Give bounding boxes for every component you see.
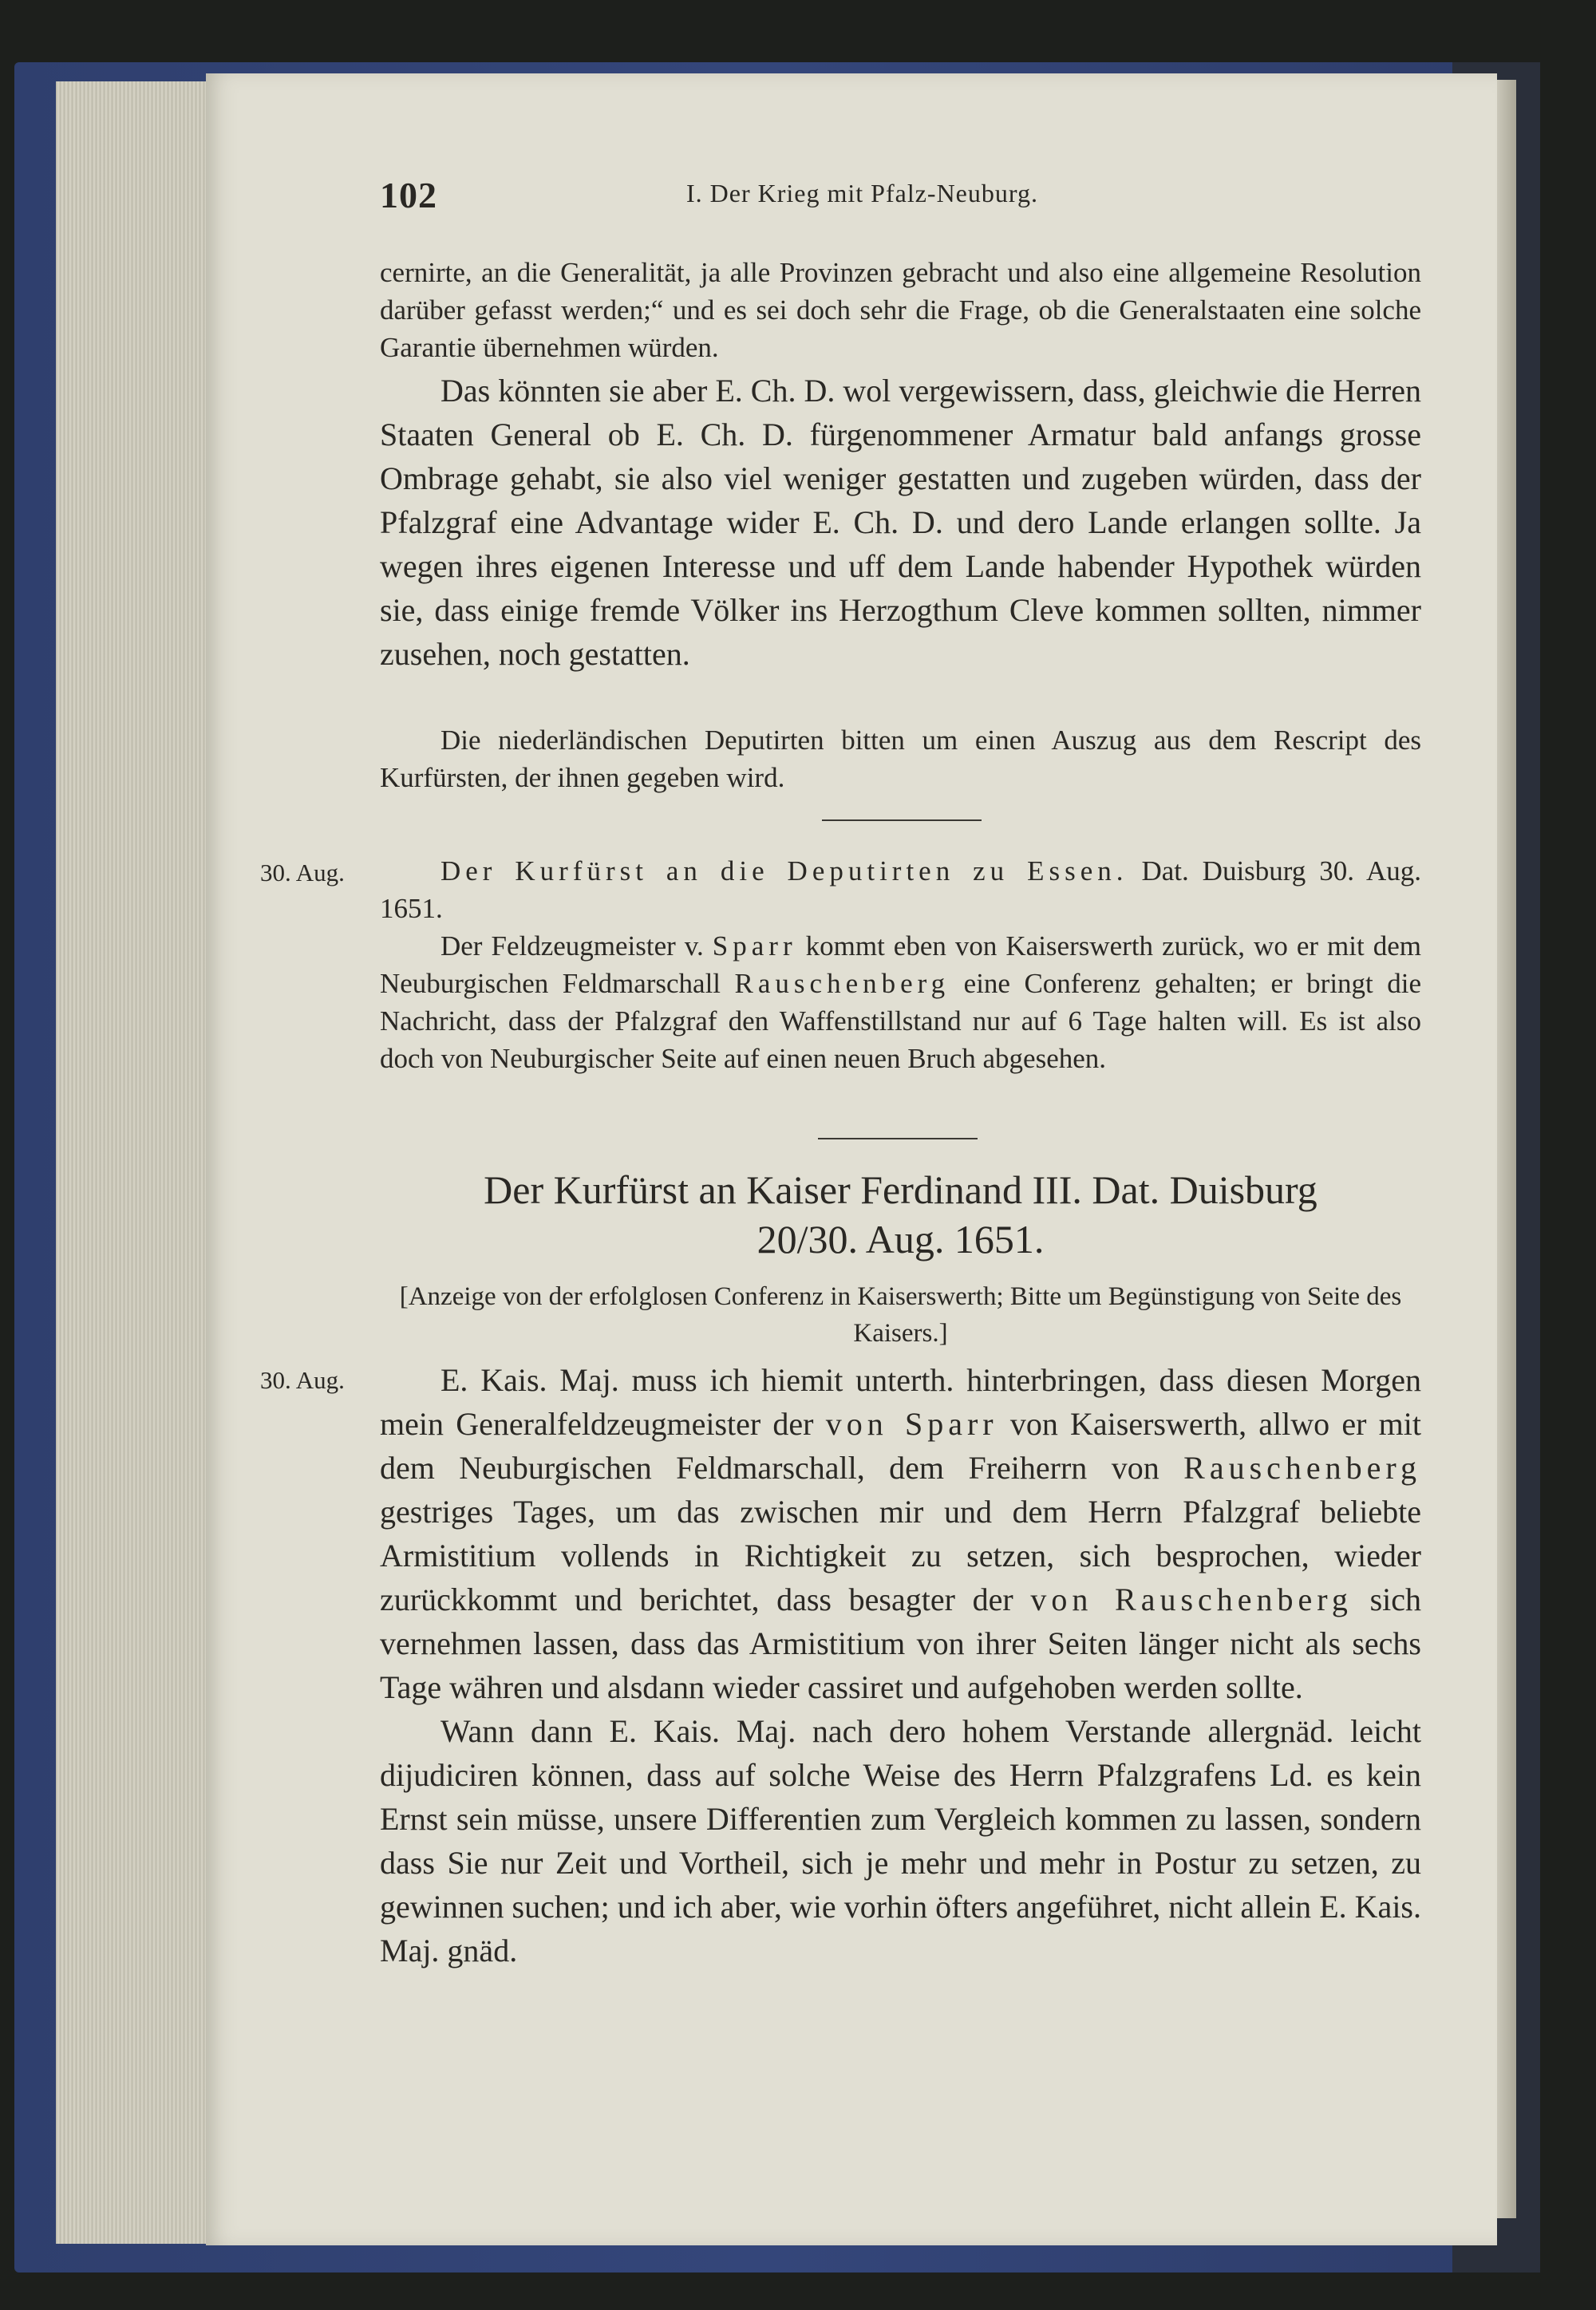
page-number: 102 bbox=[380, 175, 437, 215]
note-1 bbox=[380, 721, 1421, 796]
entry-1-name-rauschenberg: Rauschenberg bbox=[734, 968, 950, 999]
paragraph-continued bbox=[380, 254, 1421, 366]
entry-2-name-rauschenberg: Rauschenberg bbox=[1183, 1450, 1422, 1486]
entry-1-body bbox=[380, 927, 1421, 1077]
paragraph-continued-text: cernirte, an die Generalität, ja alle Provinzen gebracht und also eine allgemeine Resolution darüber gefasst werden;“ und es sei doch sehr die Frage, ob die Generalstaaten eine solche Garantie übernehmen würden. bbox=[380, 257, 1421, 363]
entry-1-heading bbox=[380, 852, 1421, 927]
entry-2-paragraph-1 bbox=[380, 1358, 1421, 1709]
entry-2-p1-b: von Kaiserswerth, allwo er mit dem Neuburgischen Feldmarschall, dem Freiherrn von bbox=[380, 1406, 1421, 1486]
entry-1-heading-rest: Dat. Duisburg 30. Aug. 1651. bbox=[380, 855, 1422, 924]
document-summary: [Anzeige von der erfolglosen Conferenz in Kaiserswerth; Bitte um Begünstigung von Seite des Kaisers.] bbox=[399, 1282, 1402, 1348]
document-title-line2: 20/30. Aug. 1651. bbox=[757, 1217, 1045, 1262]
entry-2-name-von-rauschenberg: von Rauschenberg bbox=[1030, 1581, 1353, 1617]
entry-1-name-sparr: Sparr bbox=[712, 930, 797, 962]
section-divider bbox=[822, 819, 982, 821]
margin-date-2: 30. Aug. bbox=[260, 1366, 345, 1394]
document-title-line1: Der Kurfürst an Kaiser Ferdinand III. Dat. Duisburg bbox=[484, 1167, 1317, 1212]
entry-1-heading-spaced: Der Kurfürst an die Deputirten zu Essen. bbox=[440, 855, 1128, 886]
document-title bbox=[380, 1165, 1421, 1264]
running-title: I. Der Krieg mit Pfalz-Neuburg. bbox=[686, 179, 1038, 207]
entry-2-p1-c: gestriges Tages, um das zwischen mir und dem Herrn Pfalzgraf beliebte Armistitium vollends in Richtigkeit zu setzen, sich besprochen, wieder zurückkommt und berichtet, dass besagter der bbox=[380, 1494, 1421, 1617]
page-edges bbox=[56, 81, 207, 2244]
entry-2-p1-a: E. Kais. Maj. muss ich hiemit unterth. hinterbringen, dass diesen Morgen mein Generalfeldzeugmeister der bbox=[380, 1362, 1421, 1442]
note-1-text: Die niederländischen Deputirten bitten um einen Auszug aus dem Rescript des Kurfürsten, der ihnen gegeben wird. bbox=[380, 725, 1421, 793]
section-divider-2 bbox=[818, 1138, 978, 1139]
entry-2-body bbox=[380, 1358, 1421, 1972]
page-right-edge bbox=[1494, 80, 1516, 2218]
entry-2-paragraph-2: Wann dann E. Kais. Maj. nach dero hohem Verstande allergnäd. leicht dijudiciren können, dass auf solche Weise des Herrn Pfalzgrafens Ld. es kein Ernst sein müsse, unsere Differentien zum Vergleich kommen zu lassen, sondern dass Sie nur Zeit und Vortheil, sich je mehr und mehr in Postur zu setzen, zu gewinnen suchen; und ich aber, wie vorhin öfters angeführet, nicht allein E. Kais. Maj. gnäd. bbox=[380, 1713, 1421, 1968]
paragraph-2 bbox=[380, 369, 1421, 676]
entry-1-body-end: eine Conferenz gehalten; er bringt die Nachricht, dass der Pfalzgraf den Waffenstillstand nur auf 6 Tage halten will. Es ist also doch von Neuburgischer Seite auf einen neuen Bruch abgesehen. bbox=[380, 968, 1422, 1074]
entry-1-body-mid: kommt eben von Kaiserswerth zurück, wo er mit dem Neuburgischen Feldmarschall bbox=[380, 930, 1421, 999]
entry-2-name-sparr: von Sparr bbox=[825, 1406, 998, 1442]
entry-2-p1-d: sich vernehmen lassen, dass das Armistitium von ihrer Seiten länger nicht als sechs Tage währen und alsdann wieder cassiret und aufgehoben werden sollte. bbox=[380, 1581, 1422, 1705]
margin-date-1: 30. Aug. bbox=[260, 859, 345, 886]
entry-1 bbox=[380, 852, 1421, 1077]
entry-1-body-start: Der Feldzeugmeister v. bbox=[440, 930, 704, 962]
paragraph-2-text: Das könnten sie aber E. Ch. D. wol vergewissern, dass, gleichwie die Herren Staaten General ob E. Ch. D. fürgenommener Armatur bald anfangs grosse Ombrage gehabt, sie also viel weniger gestatten und zugeben würden, dass der Pfalzgraf eine Advantage wider E. Ch. D. und dero Lande erlangen sollte. Ja wegen ihres eigenen Interesse und uff dem Lande habender Hypothek würden sie, dass einige fremde Völker ins Herzogthum Cleve kommen sollten, nimmer zusehen, noch gestatten. bbox=[380, 373, 1421, 672]
